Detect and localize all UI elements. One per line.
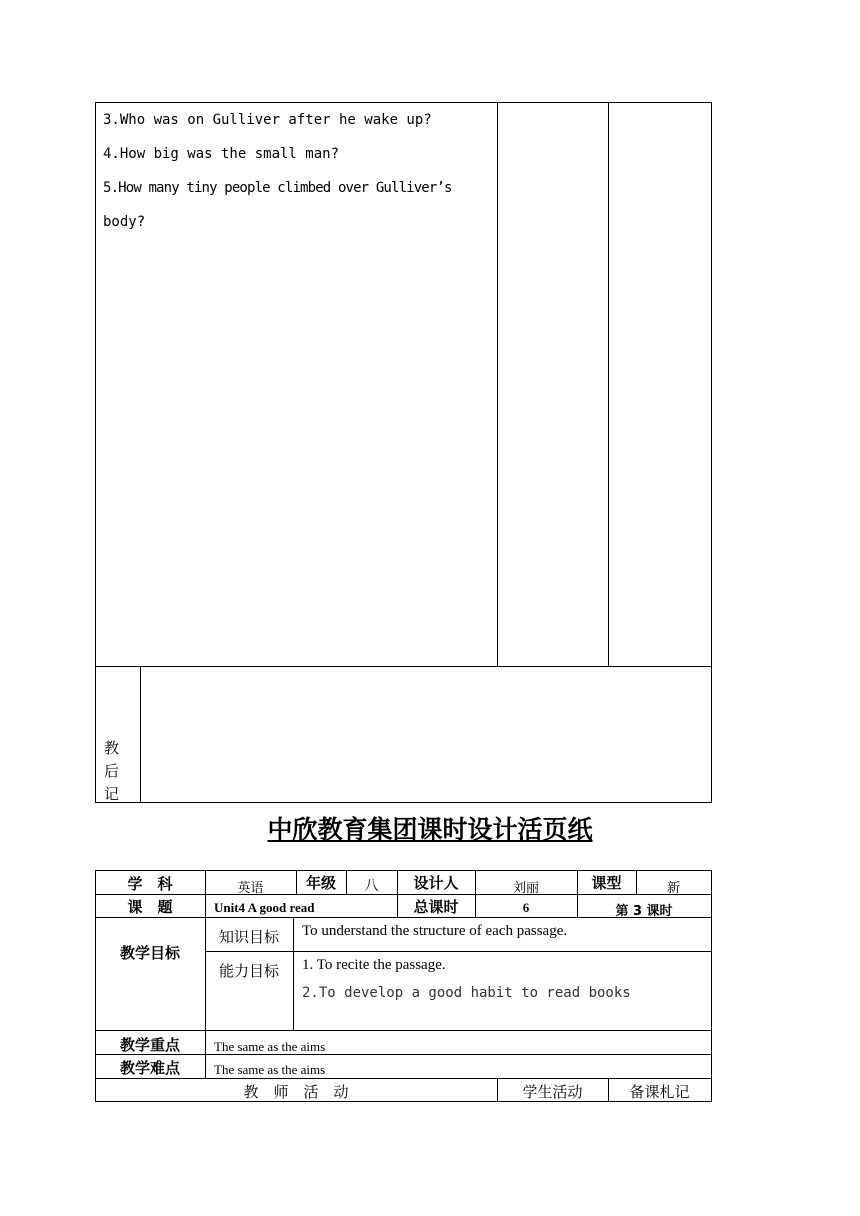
total-hours-value: 6 bbox=[522, 900, 530, 915]
key-points-label: 教学重点 bbox=[119, 1036, 180, 1054]
ability-objective-value-1: 1. To recite the passage. bbox=[302, 957, 446, 973]
question-5-continued: body? bbox=[103, 214, 146, 230]
total-hours-label: 总课时 bbox=[413, 898, 459, 916]
question-4: 4.How big was the small man? bbox=[103, 146, 340, 162]
notes-header: 备课札记 bbox=[629, 1083, 690, 1101]
grade-value: 八 bbox=[364, 878, 379, 894]
question-5: 5.How many tiny people climbed over Gulliver’s bbox=[103, 180, 452, 196]
lesson-number: 第 3 课时 bbox=[615, 904, 673, 919]
objectives-label: 教学目标 bbox=[119, 944, 180, 962]
grade-label: 年级 bbox=[305, 874, 336, 892]
key-points-value: The same as the aims bbox=[214, 1039, 326, 1054]
teacher-activity-header: 教 师 活 动 bbox=[243, 1083, 349, 1101]
difficulties-label: 教学难点 bbox=[119, 1059, 180, 1077]
ability-objective-value-2: 2.To develop a good habit to read books bbox=[302, 985, 631, 1001]
designer-label: 设计人 bbox=[413, 874, 459, 892]
page-title: 中欣教育集团课时设计活页纸 bbox=[267, 815, 593, 844]
subject-label: 学 科 bbox=[127, 875, 173, 893]
question-3: 3.Who was on Gulliver after he wake up? bbox=[103, 112, 432, 128]
lesson-type-label: 课型 bbox=[591, 874, 622, 892]
designer-value: 刘丽 bbox=[512, 881, 539, 896]
student-activity-header: 学生活动 bbox=[522, 1083, 583, 1101]
topic-label: 课 题 bbox=[127, 898, 173, 916]
ability-objective-label: 能力目标 bbox=[218, 962, 279, 980]
reflection-label: 教 后 记 bbox=[104, 739, 120, 803]
lesson-type-value: 新 bbox=[666, 881, 680, 896]
difficulties-value: The same as the aims bbox=[214, 1062, 326, 1077]
knowledge-objective-value: To understand the structure of each passage. bbox=[302, 923, 568, 939]
topic-value: Unit4 A good read bbox=[214, 900, 315, 915]
knowledge-objective-label: 知识目标 bbox=[218, 928, 279, 946]
subject-value: 英语 bbox=[237, 881, 264, 896]
